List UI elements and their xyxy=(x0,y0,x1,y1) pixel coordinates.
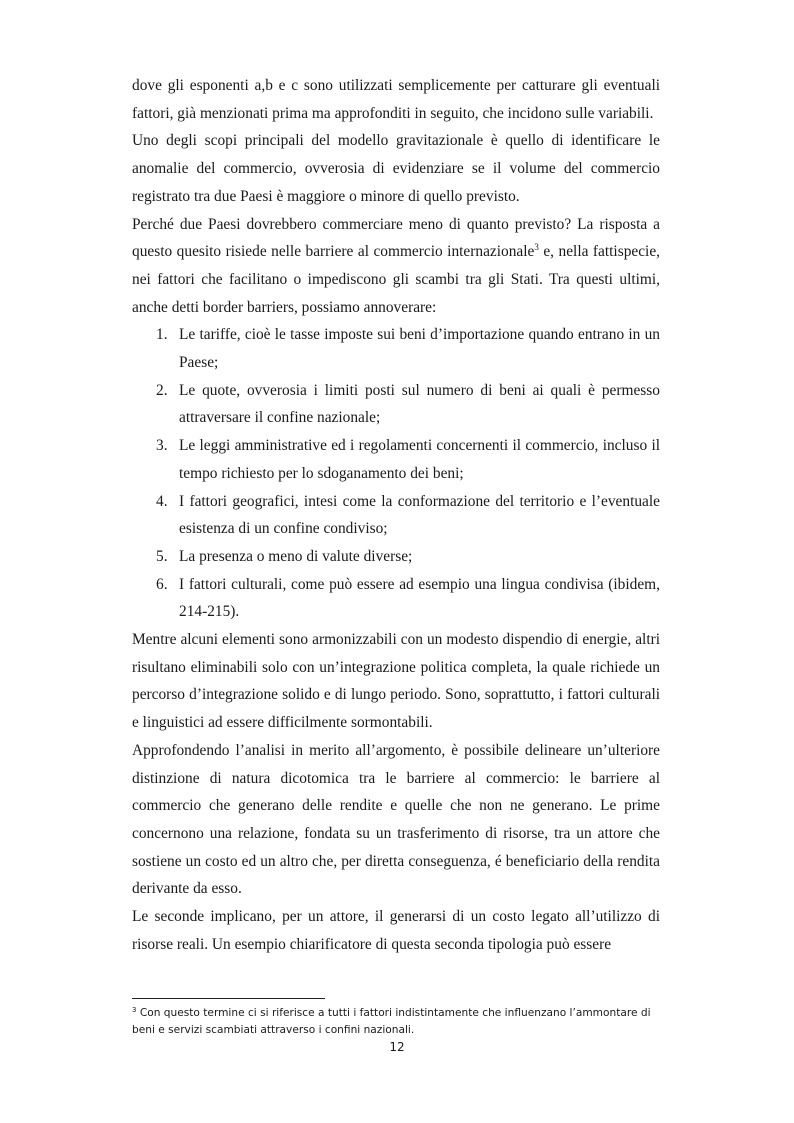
list-item-text: Le quote, ovverosia i limiti posti sul numero di beni ai quali è permesso attraversare il confine nazionale; xyxy=(179,381,660,427)
paragraph-6: Le seconde implicano, per un attore, il generarsi di un costo legato all’utilizzo di risorse reali. Un esempio chiarificatore di questa seconda tipologia può essere xyxy=(132,908,660,953)
list-item xyxy=(132,488,660,543)
list-item-text: Le leggi amministrative ed i regolamenti concernenti il commercio, incluso il tempo richiesto per lo sdoganamento dei beni; xyxy=(179,437,660,482)
footnote-mark: 3 xyxy=(132,1006,137,1014)
paragraph-5: Approfondendo l’analisi in merito all’argomento, è possibile delineare un’ulteriore distinzione di natura dicotomica tra le barriere al commercio: le barriere al commercio che generano delle rendite e quelle che non ne generano. Le prime concernono una relazione, fondata su un trasferimento di risorse, tra un attore che sostiene un costo ed un altro che, per diretta conseguenza, é beneficiario della rendita derivante da esso. xyxy=(132,741,660,898)
list-item-text: La presenza o meno di valute diverse; xyxy=(179,547,413,565)
paragraph-2: Uno degli scopi principali del modello gravitazionale è quello di identificare le anomalie del commercio, ovverosia di evidenziare se il volume del commercio registrato tra due Paesi è maggiore o minore di quello previsto. xyxy=(132,132,660,205)
list-item-text: Le tariffe, cioè le tasse imposte sui beni d’importazione quando entrano in un Paese; xyxy=(179,326,660,372)
list-item xyxy=(132,543,660,571)
list-item-number: 3. xyxy=(156,437,168,455)
list-item-number: 1. xyxy=(156,326,168,344)
list-item-number: 6. xyxy=(156,575,168,593)
list-item xyxy=(132,432,660,487)
page-body xyxy=(132,72,660,959)
list-item-text: I fattori geografici, intesi come la conformazione del territorio e l’eventuale esistenza di un confine condiviso; xyxy=(179,492,660,538)
list-item-text: I fattori culturali, come può essere ad esempio una lingua condivisa (ibidem, 214-215). xyxy=(179,575,660,621)
list-item xyxy=(132,571,660,626)
list-item-number: 2. xyxy=(156,381,168,399)
footnote-divider xyxy=(132,998,325,999)
footnote-reference[interactable]: 3 xyxy=(534,242,539,253)
paragraph-1: dove gli esponenti a,b e c sono utilizzati semplicemente per catturare gli eventuali fattori, già menzionati prima ma approfonditi in seguito, che incidono sulle variabili. xyxy=(132,77,660,122)
list-item xyxy=(132,377,660,432)
list-item xyxy=(132,321,660,376)
paragraph-3-text-b: e, nella fattispecie, nei fattori che facilitano o impediscono gli scambi tra gli Stati. Tra questi ultimi, anche detti border barriers, possiamo annoverare: xyxy=(132,243,661,316)
paragraph-3 xyxy=(132,211,660,322)
paragraph-3-text-a: Perché due Paesi dovrebbero commerciare meno di quanto previsto? La risposta a questo quesito risiede nelle barriere al commercio internazionale xyxy=(132,215,660,261)
border-barriers-list xyxy=(132,321,660,626)
paragraph-4: Mentre alcuni elementi sono armonizzabili con un modesto dispendio di energie, altri risultano eliminabili solo con un’integrazione politica completa, la quale richiede un percorso d’integrazione solido e di lungo periodo. Sono, soprattutto, i fattori culturali e linguistici ad essere difficilmente sormontabili. xyxy=(132,631,660,732)
page-number: 12 xyxy=(389,1040,405,1054)
footnote-text: Con questo termine ci si riferisce a tutti i fattori indistintamente che influenzano l’ammontare di beni e servizi scambiati attraverso i confini nazionali. xyxy=(132,1007,651,1036)
list-item-number: 4. xyxy=(156,492,168,510)
list-item-number: 5. xyxy=(156,547,168,565)
footnote xyxy=(132,1005,662,1039)
